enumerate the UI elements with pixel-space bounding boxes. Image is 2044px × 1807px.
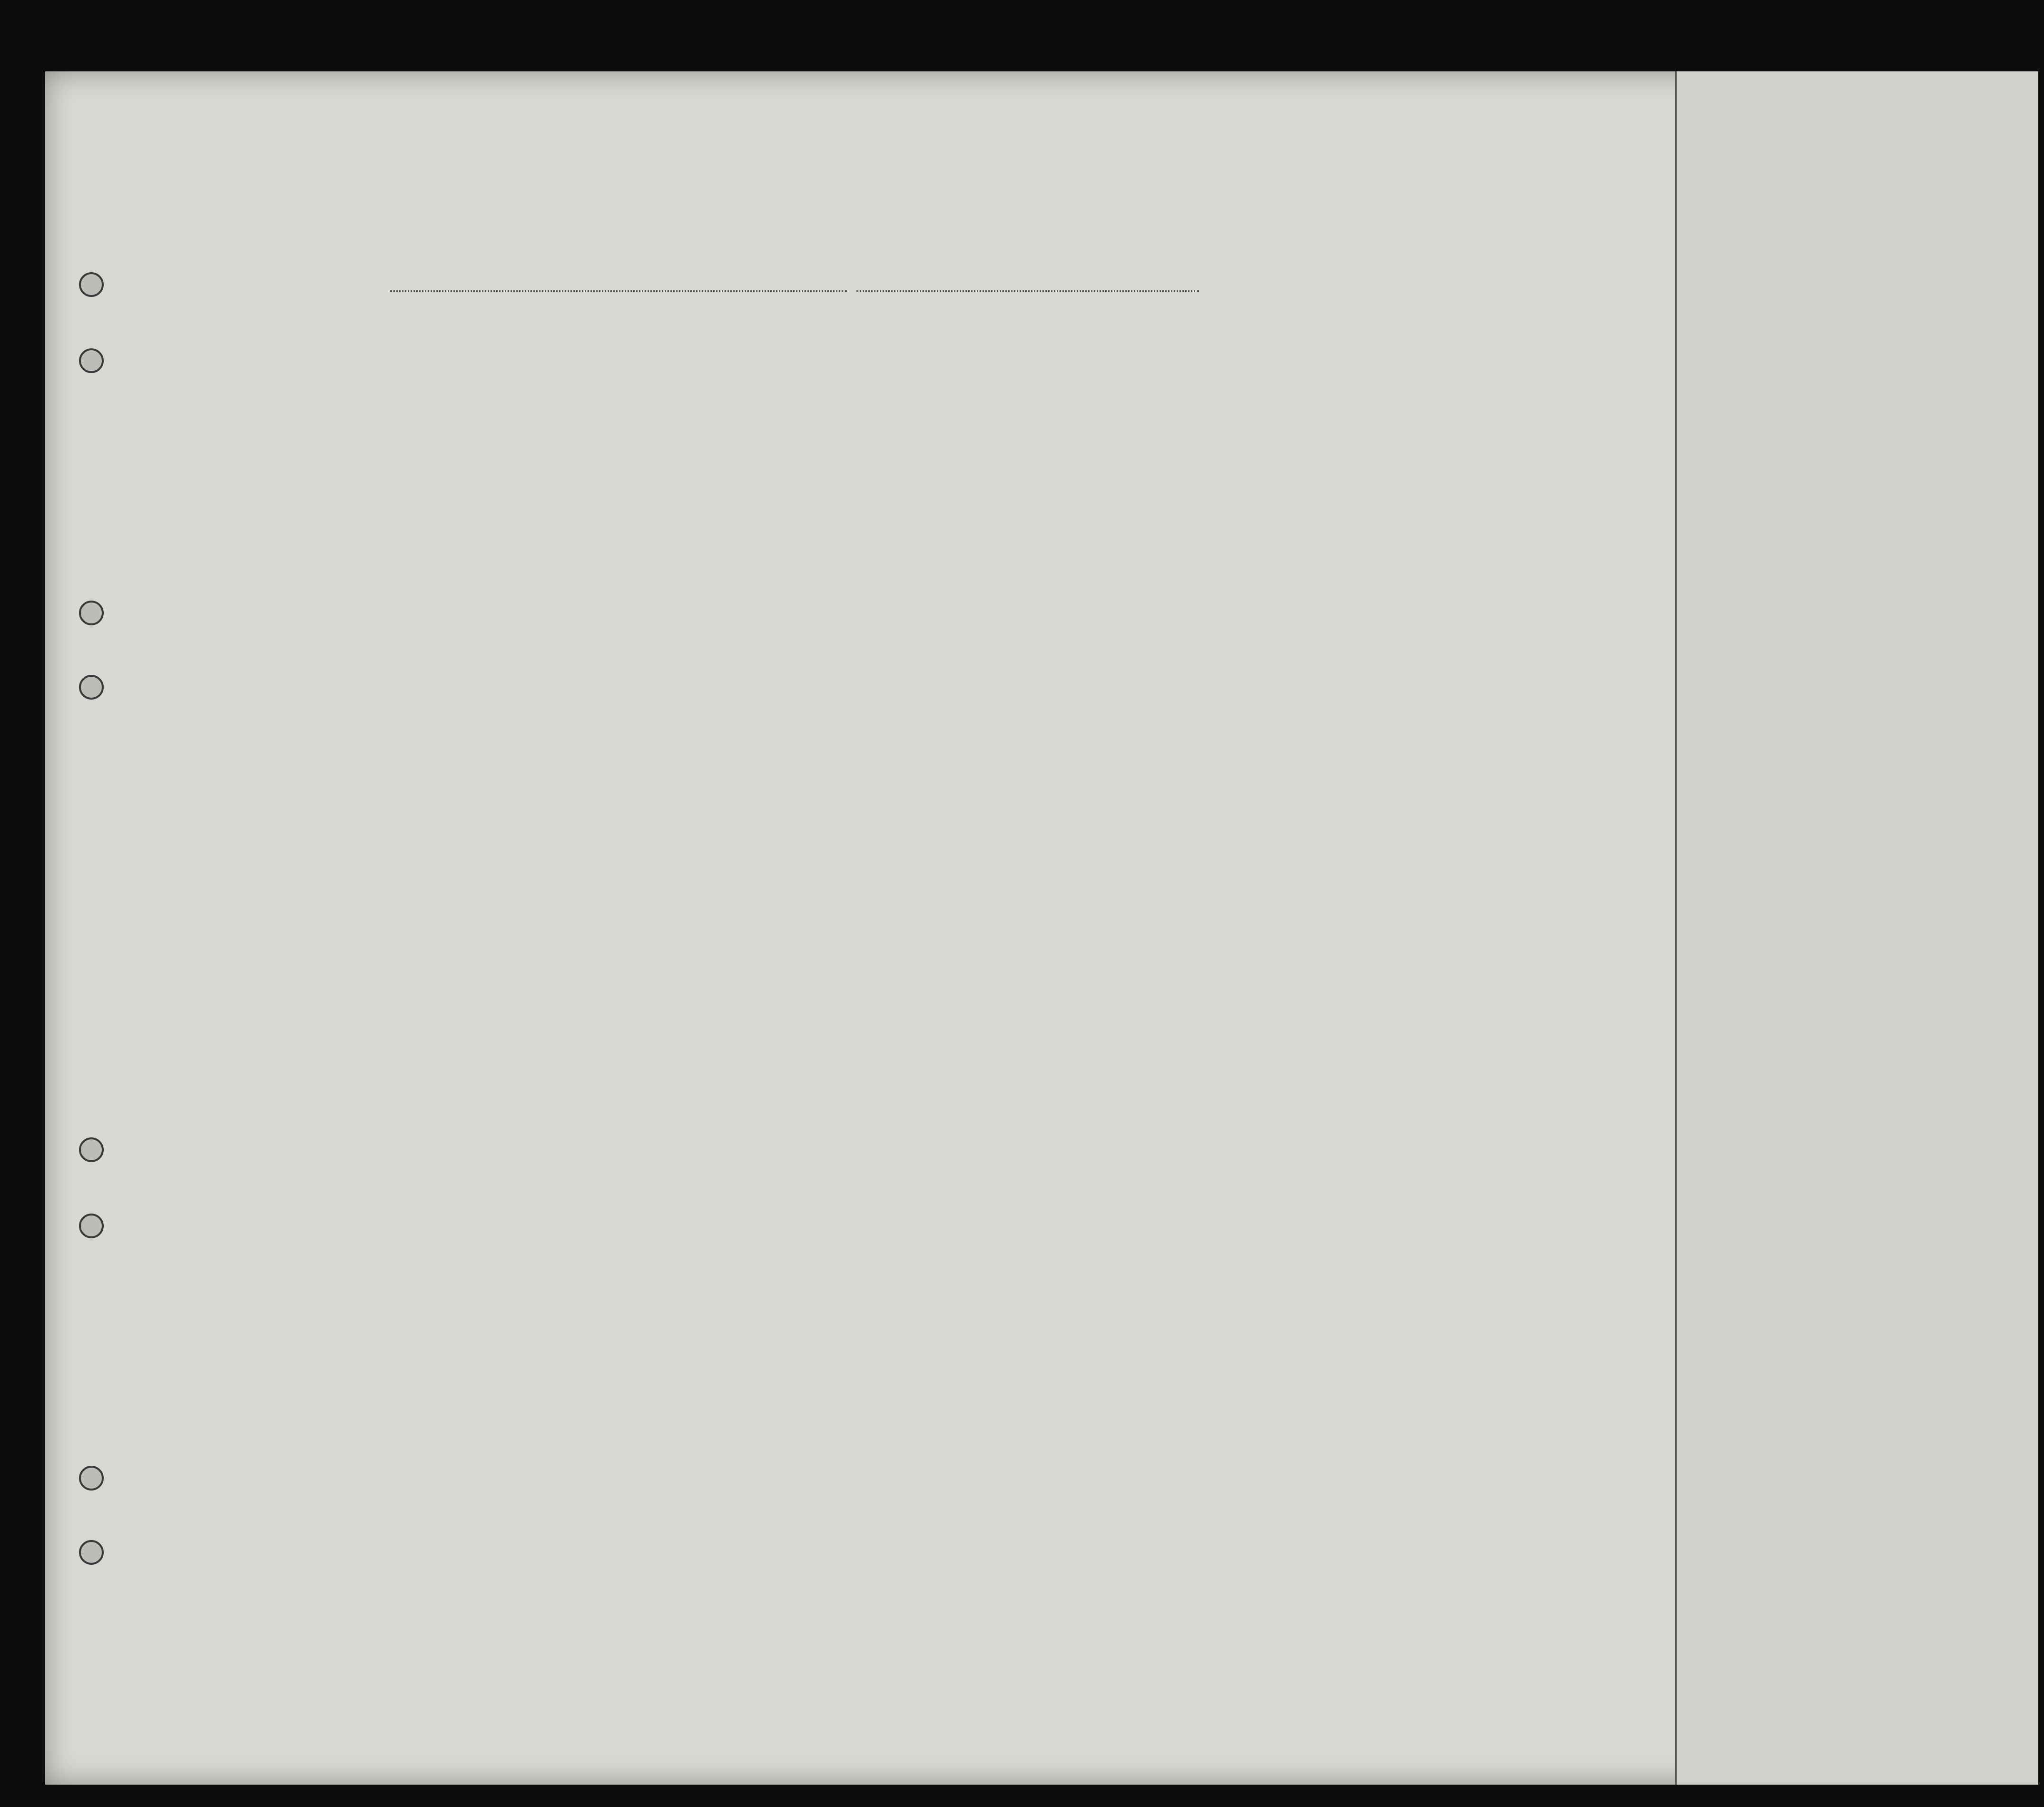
header-anarchist (934, 357, 948, 476)
header-offer (1006, 355, 1044, 476)
header-ticket (176, 362, 193, 466)
header-citizen-intent (842, 366, 861, 476)
header-prison (876, 357, 895, 476)
header-return-intent (737, 366, 757, 476)
header-length-stay (787, 366, 806, 476)
header-fifty-dollars (299, 357, 318, 466)
header-deported (1047, 355, 1075, 476)
header-feet (1209, 409, 1223, 471)
header-polygamist (909, 357, 923, 476)
header-inches (1232, 409, 1247, 471)
header-overthrow (956, 355, 1004, 476)
